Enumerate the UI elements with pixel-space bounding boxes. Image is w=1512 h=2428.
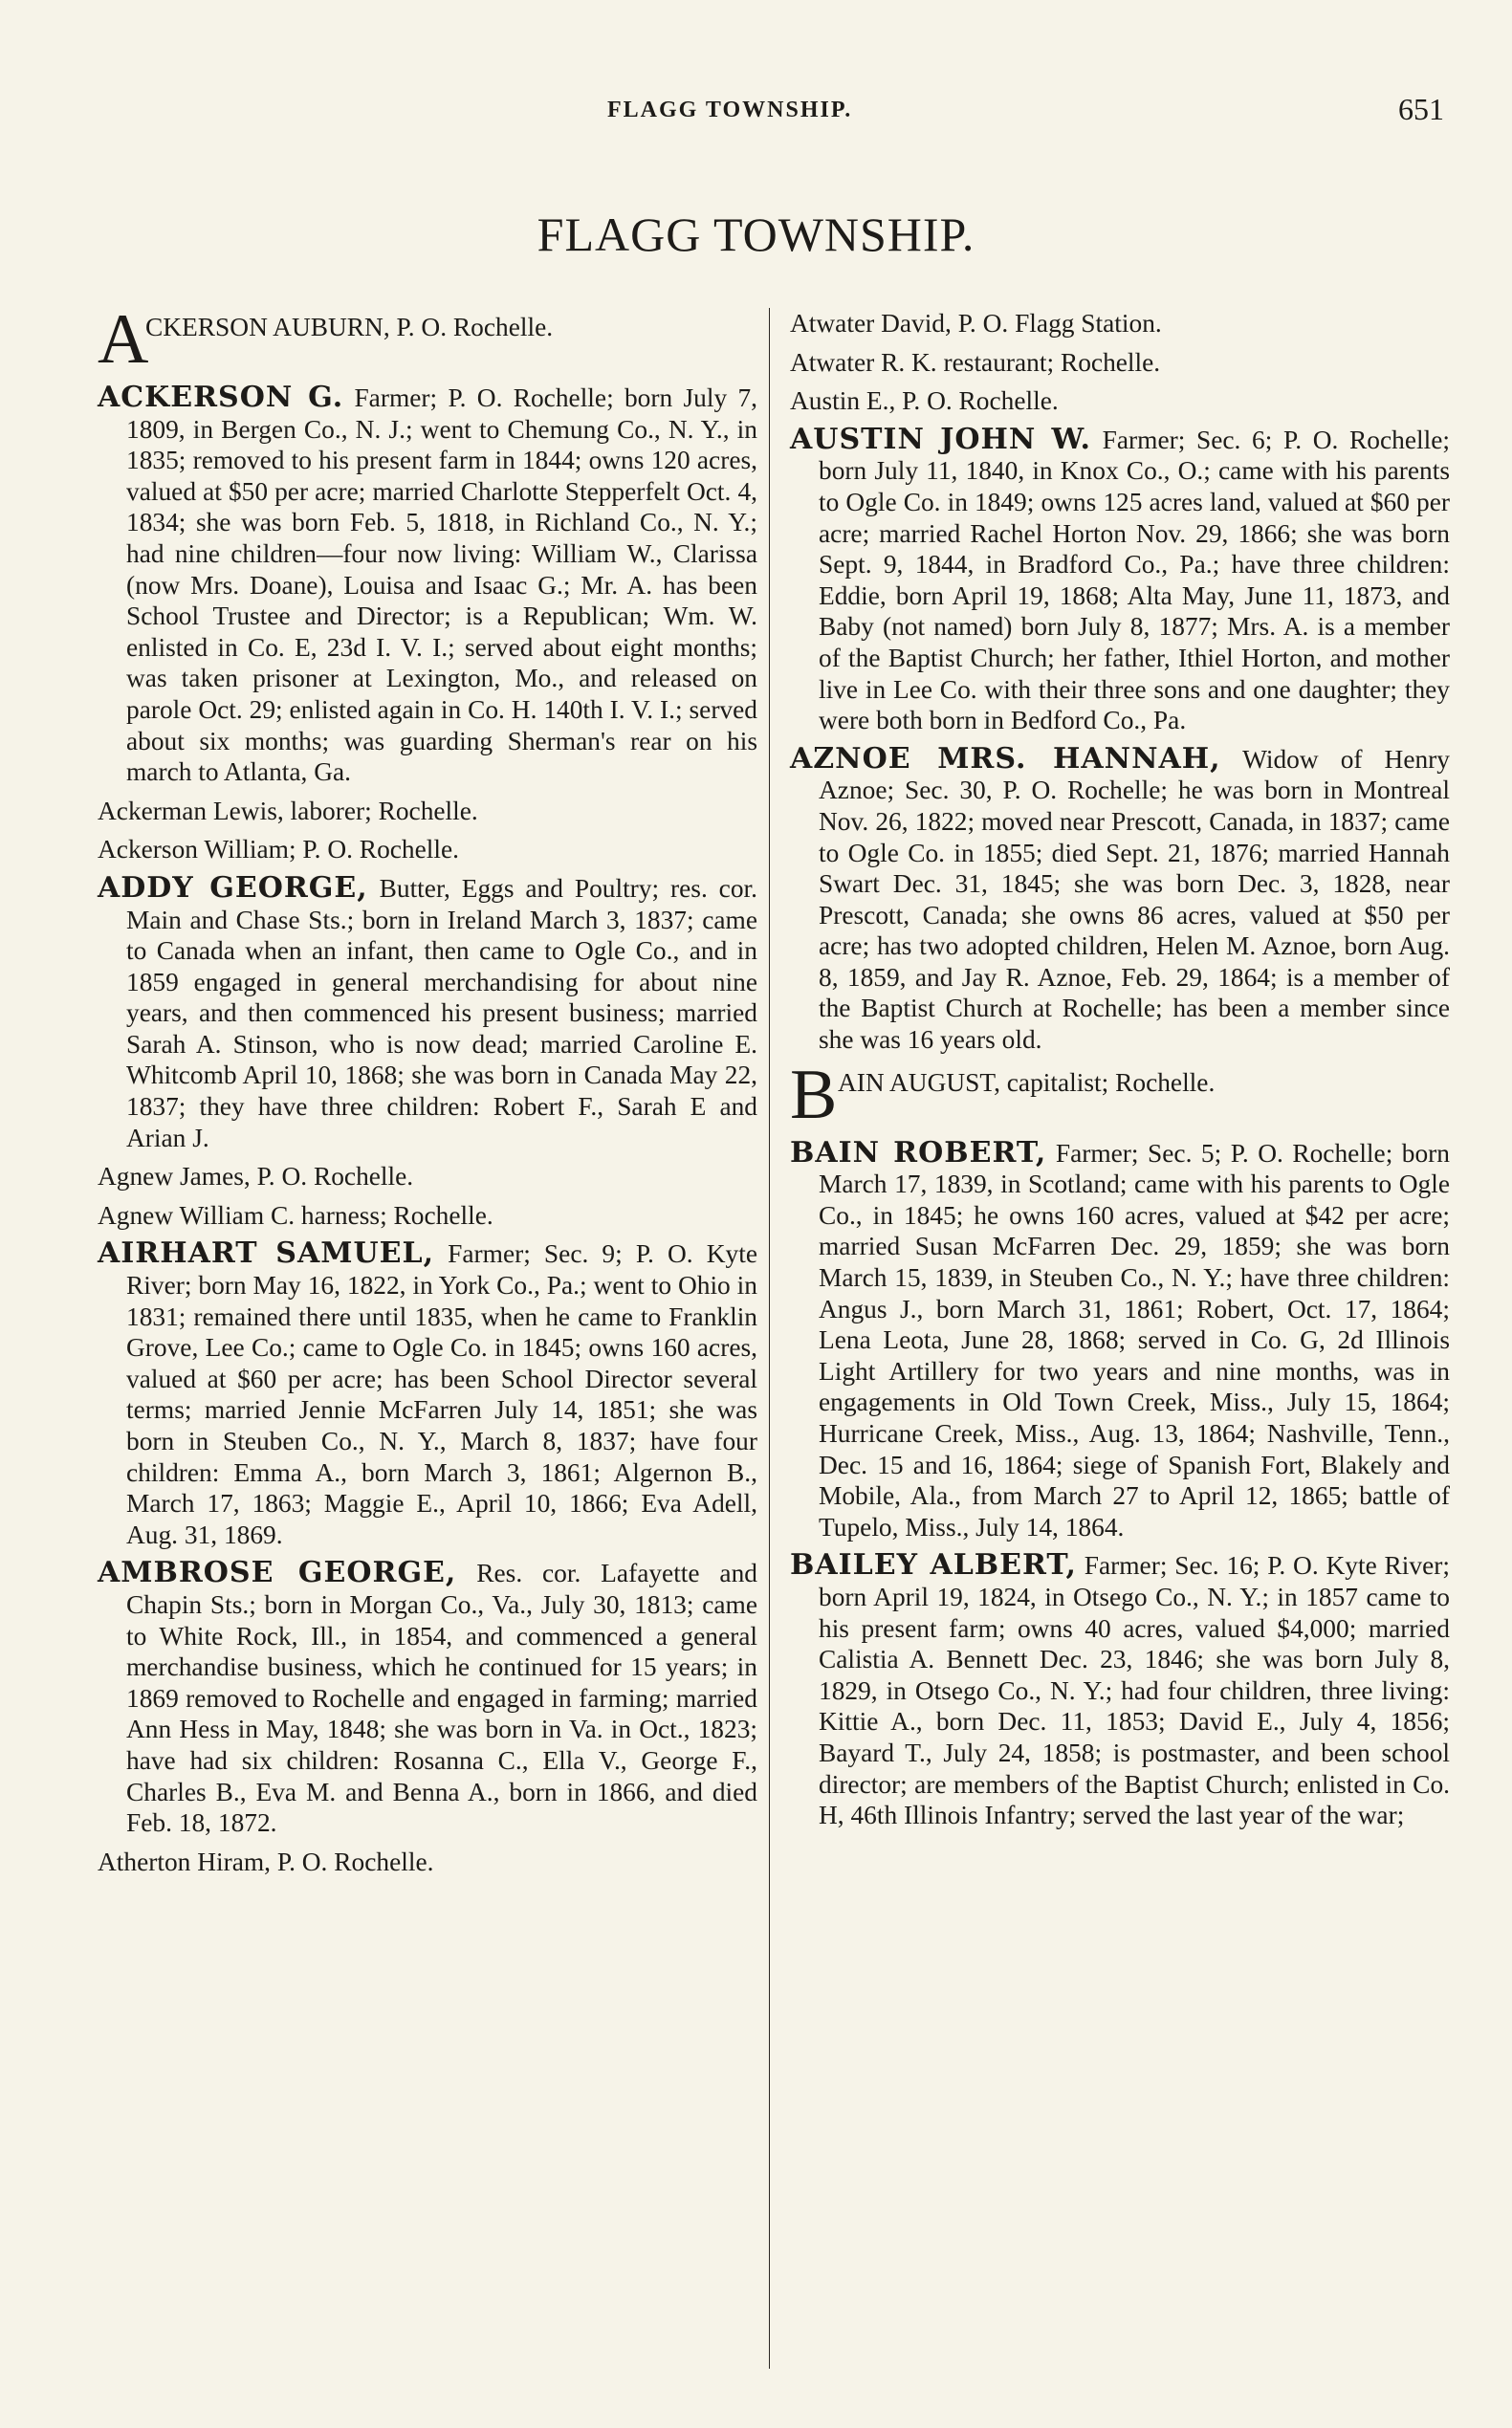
entry-airhart	[98, 1238, 757, 1550]
entry-name: AUSTIN JOHN W.	[790, 422, 1091, 456]
entry-addy	[98, 870, 757, 1153]
entry-name: AMBROSE GEORGE,	[98, 1556, 457, 1590]
section-b-entry	[790, 1055, 1450, 1134]
entry-atwater-r: Atwater R. K. restaurant; Rochelle.	[790, 347, 1161, 377]
entry-name: ACKERSON G.	[98, 381, 344, 414]
entry-text: Butter, Eggs and Poultry; res. cor. Main and Chase Sts.; born in Ireland March 3, 1837; came to Canada when an infant, then came to Ogle Co., and in 1859 engaged in general merchandising for about nine years, and then commenced his present business; married Sarah A. Stinson, who is now dead; married Caroline E. Whitcomb April 10, 1868; she was born in Canada May 22, 1837; they have three children: Robert F., Sarah E and Arian J.	[126, 873, 757, 1152]
entry-name: BAILEY ALBERT,	[790, 1548, 1077, 1583]
entry-text: Farmer; Sec. 5; P. O. Rochelle; born March 17, 1839, in Scotland; came with his parents to Ogle Co., in 1845; he owns 160 acres, valued at $42 per acre; married Susan McFarren Dec. 29, 1859; she was born March 15, 1839, in Steuben Co., N. Y.; have three children: Angus J., born March 31, 1861; Robert, Oct. 17, 1864; Lena Leota, June 28, 1868; served in Co. G, 2d Illinois Light Artillery for two years and nine months, was in engagements in Old Town Creek, Miss., July 15, 1864; Hurricane Creek, Miss., Aug. 13, 1864; Nashville, Tenn., Dec. 15 and 16, 1864; siege of Spanish Fort, Blakely and Mobile, Ala., from March 27 to April 12, 1865; battle of Tupelo, Miss., July 14, 1864.	[819, 1138, 1450, 1542]
entry-atwater-david: Atwater David, P. O. Flagg Station.	[790, 309, 1162, 338]
entry-text: CKERSON AUBURN, P. O. Rochelle.	[145, 313, 554, 341]
right-column	[790, 308, 1450, 1839]
entry-text: Widow of Henry Aznoe; Sec. 30, P. O. Rochelle; he was born in Montreal Nov. 26, 1822; moved near Prescott, Canada, in 1837; came to Ogle Co. in 1855; died Sept. 21, 1876; married Hannah Swart Dec. 31, 1845; she was born Dec. 3, 1828, near Prescott, Canada; she owns 86 acres, valued at $50 per acre; has two adopted children, Helen M. Aznoe, born Aug. 8, 1859, and Jay R. Aznoe, Feb. 29, 1864; is a member of the Baptist Church at Rochelle; has been a member since she was 16 years old.	[819, 744, 1450, 1055]
entry-agnew-james: Agnew James, P. O. Rochelle.	[98, 1162, 414, 1192]
page-title: FLAGG TOWNSHIP.	[537, 208, 975, 261]
entry-text: Farmer; Sec. 6; P. O. Rochelle; born July 11, 1840, in Knox Co., O.; came with his parents to Ogle Co. in 1849; owns 125 acres land, valued at $60 per acre; married Rachel Horton Nov. 29, 1866; she was born Sept. 9, 1844, in Bradford Co., Pa.; have three children: Eddie, born April 19, 1868; Alta May, June 11, 1873, and Baby (not named) born July 8, 1877; Mrs. A. is a member of the Baptist Church; her father, Ithiel Horton, and mother live in Lee Co. with their three sons and one daughter; they were both born in Bedford Co., Pa.	[819, 425, 1450, 735]
entry-bain-robert	[790, 1135, 1450, 1543]
entry-ackerson-g	[98, 383, 757, 788]
entry-name: AIRHART SAMUEL,	[98, 1236, 435, 1271]
section-a-entry	[98, 300, 757, 379]
running-head	[96, 92, 1444, 130]
entry-ackerman: Ackerman Lewis, laborer; Rochelle.	[98, 796, 478, 825]
entry-austin-john	[790, 422, 1450, 736]
entry-bailey	[790, 1550, 1450, 1830]
left-column	[98, 300, 757, 1885]
entry-name: BAIN ROBERT,	[790, 1135, 1047, 1170]
entry-text: Farmer; Sec. 9; P. O. Kyte River; born May 16, 1822, in York Co., Pa.; went to Ohio in 1831; remained there until 1835, when he came to Franklin Grove, Lee Co.; came to Ogle Co. in 1845; owns 160 acres, valued at $60 per acre; has been School Director several terms; married Jennie McFarren July 14, 1851; she was born in Steuben Co., N. Y., March 8, 1837; have four children: Emma A., born March 3, 1861; Algernon B., March 17, 1863; Maggie E., April 10, 1866; Eva Adell, Aug. 31, 1869.	[126, 1239, 757, 1549]
entry-name: AZNOE MRS. HANNAH,	[790, 741, 1221, 776]
running-title: FLAGG TOWNSHIP.	[607, 98, 853, 122]
entry-text: Res. cor. Lafayette and Chapin Sts.; born in Morgan Co., Va., July 30, 1813; came to White Rock, Ill., in 1854, and commenced a general merchandise business, which he continued for 15 years; in 1869 removed to Rochelle and engaged in farming; married Ann Hess in May, 1848; she was born in Va. in Oct., 1823; have had six children: Rosanna C., Ella V., George F., Charles B., Eva M. and Benna A., born in 1866, and died Feb. 18, 1872.	[126, 1559, 757, 1838]
entry-text: Farmer; P. O. Rochelle; born July 7, 1809, in Bergen Co., N. J.; went to Chemung Co., N. Y., in 1835; removed to his present farm in 1844; owns 120 acres, valued at $50 per acre; married Charlotte Stepperfelt Oct. 4, 1834; she was born Feb. 5, 1818, in Richland Co., N. Y.; had nine children—four now living: William W., Clarissa (now Mrs. Doane), Louisa and Isaac G.; Mr. A. has been School Trustee and Director; is a Republican; Wm. W. enlisted in Co. E, 23d I. V. I.; served about eight months; was taken prisoner at Lexington, Mo., and released on parole Oct. 29; enlisted again in Co. H. 140th I. V. I.; served about six months; was guarding Sherman's rear on his march to Atlanta, Ga.	[126, 383, 757, 787]
entry-austin-e: Austin E., P. O. Rochelle.	[790, 386, 1059, 416]
dropcap-a: A	[98, 300, 149, 379]
entry-ackerson-william: Ackerson William; P. O. Rochelle.	[98, 835, 459, 864]
entry-ambrose	[98, 1558, 757, 1838]
entry-agnew-william: Agnew William C. harness; Rochelle.	[98, 1200, 493, 1230]
dropcap-b: B	[790, 1055, 838, 1134]
entry-atherton: Atherton Hiram, P. O. Rochelle.	[98, 1847, 434, 1876]
entry-name: ADDY GEORGE,	[98, 870, 368, 905]
entry-text: AIN AUGUST, capitalist; Rochelle.	[838, 1067, 1216, 1097]
entry-text: Farmer; Sec. 16; P. O. Kyte River; born April 19, 1824, in Otsego Co., N. Y.; in 1857 came to his present farm; owns 40 acres, valued $4,000; married Calistia A. Bennett Dec. 23, 1846; she was born July 8, 1829, in Otsego Co., N. Y.; had four children, three living: Kittie A., born Dec. 11, 1853; David E., July 4, 1856; Bayard T., July 24, 1858; is postmaster, and been school director; are members of the Baptist Church; enlisted in Co. H, 46th Illinois Infantry; served the last year of the war;	[819, 1551, 1450, 1830]
entry-aznoe	[790, 741, 1450, 1056]
column-divider	[769, 308, 770, 2369]
page-number: 651	[1398, 92, 1444, 126]
